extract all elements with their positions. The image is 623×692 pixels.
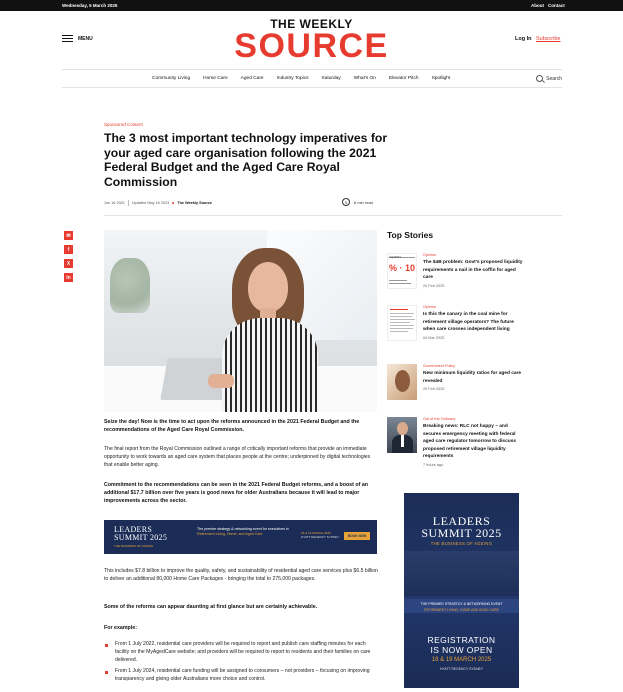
article-bold-paragraph-2: Some of the reforms can appear daunting at first glance but are certainly achievable.: [104, 604, 318, 610]
story-thumbnail[interactable]: [387, 417, 417, 453]
current-date: Wednesday, 5 March 2025: [62, 3, 118, 8]
sidebar-ad[interactable]: [404, 493, 519, 688]
story-category[interactable]: Government Policy: [423, 364, 456, 368]
search-icon[interactable]: [536, 75, 543, 82]
email-share-icon[interactable]: ✉: [64, 231, 73, 240]
story-date: 04 Mar 2025: [423, 335, 445, 340]
story-date: 20 Feb 2025: [423, 387, 445, 391]
banner-description: The premier strategy & networking event for executives in Retirement Living, Home, and Aged Care: [197, 527, 289, 536]
subscribe-link[interactable]: Subscribe: [536, 36, 561, 42]
ad-sectors-text: RETIREMENT LIVING, HOME AND AGED CARE: [424, 608, 499, 612]
about-link[interactable]: About: [531, 3, 544, 8]
article-meta: [104, 200, 212, 206]
nav-item-home-care[interactable]: Home Care: [203, 76, 228, 81]
story-headline[interactable]: Breaking news: RLC not happy – and secures emergency meeting with federal aged care regulator tomorrow to discuss proposed retirement village liquidity requirements: [423, 424, 517, 459]
ad-theme: THE BUSINESS OF AGEING: [430, 541, 493, 546]
reform-list: [104, 641, 379, 688]
read-time: [342, 198, 373, 206]
article-paragraph-2: This includes $7.8 billion to improve the quality, safety, and sustainability of residential aged care services plus $6.5 billion to deliver an additional 80,000 Home Care Packages - bringing the total to 275,000 packages.: [104, 568, 378, 582]
ad-premier-text: THE PREMIER STRATEGY & NETWORKING EVENT: [420, 602, 503, 606]
clock-icon: 5: [342, 198, 350, 206]
hero-image: [104, 230, 377, 412]
logo-the-weekly[interactable]: THE WEEKLY: [270, 17, 353, 31]
ad-registration: REGISTRATION: [427, 635, 496, 645]
login-link[interactable]: Log In: [515, 36, 532, 42]
story-thumbnail[interactable]: [387, 305, 417, 341]
nav-item-spotlight[interactable]: Spotlight: [431, 76, 451, 81]
updated-date: Updated May 16 2023: [131, 201, 170, 205]
leaders-summit-banner[interactable]: [104, 520, 377, 554]
author-link[interactable]: The Weekly Source: [177, 201, 213, 205]
author-dot: [172, 202, 174, 204]
story-headline[interactable]: New minimum liquidity ratios for aged care revealed: [423, 371, 522, 384]
masthead: [0, 11, 623, 69]
banner-title: LEADERS SUMMIT 2025: [114, 525, 168, 542]
nav-item-aged-care[interactable]: Aged Care: [240, 76, 264, 81]
logo-source[interactable]: SOURCE: [234, 27, 389, 65]
article-bold-paragraph: Commitment to the recommendations can be seen in the 2021 Federal Budget reforms, and a boost of an additional $17.7 billion over five years is good news for older Australians because it will lead to major improvements across the sector.: [104, 482, 369, 504]
nav-item-community-living[interactable]: Community Living: [152, 76, 191, 81]
story-thumbnail[interactable]: [387, 364, 417, 400]
meta-divider: [128, 200, 129, 206]
story-headline[interactable]: Is this the canary in the coal mine for retirement village operators? The future when care crosses independent living: [423, 312, 514, 332]
facebook-share-icon[interactable]: f: [64, 245, 73, 254]
banner-dates: 18 & 19 MARCH 2025 HYATT REGENCY SYDNEY: [301, 531, 340, 539]
search-button[interactable]: [536, 75, 562, 82]
ad-registration-open: IS NOW OPEN: [430, 645, 493, 655]
story-date: 20 Feb 2025: [423, 283, 445, 288]
banner-subtitle: THE BUSINESS OF AGEING: [114, 544, 154, 548]
publish-date: Jun 16 2021: [104, 201, 125, 205]
ad-dates: 18 & 19 MARCH 2025: [431, 657, 492, 663]
menu-label: MENU: [78, 35, 93, 42]
list-item: From 1 July 2022, residential care providers will be required to report and publish care staffing minutes for each facility on the MyAgedCare website; and providers will be required to report to residents and their families on care delivered.: [104, 641, 379, 664]
linkedin-share-icon[interactable]: in: [64, 273, 73, 282]
article-paragraph: The final report from the Royal Commission outlined a range of critically important reforms that provide an immediate opportunity to work towards an aged care system that places people at the centre; underpinned by digital technologies that enable better aging.: [104, 446, 371, 468]
list-item: From 1 July 2024, residential care funding will be assigned to consumers – not providers – focusing on improving transparency and giving older Australians more choice and control.: [104, 668, 379, 684]
top-stories-heading: Top Stories: [387, 230, 434, 240]
read-time-label: 6 min read: [354, 199, 373, 205]
article-lead: Seize the day! Now is the time to act upon the reforms announced in the 2021 Federal Budget and the recommendations of the Aged Care Royal Commission.: [104, 419, 360, 433]
story-category[interactable]: Opinion: [423, 305, 437, 309]
story-thumbnail[interactable]: % · 10 LIQUIDITY: [387, 253, 417, 289]
contact-link[interactable]: Contact: [548, 3, 565, 8]
nav-item-elevator-pitch[interactable]: Elevator Pitch: [388, 76, 419, 81]
search-label: Search: [546, 75, 562, 82]
nav-item-whats-on[interactable]: What's On: [353, 76, 376, 81]
main-nav: [62, 69, 562, 88]
ad-title: LEADERS SUMMIT 2025: [421, 514, 502, 540]
nav-item-saturday[interactable]: Saturday: [321, 76, 341, 81]
story-headline[interactable]: The $4B problem: Govt's proposed liquidity requirements a nail in the coffin for aged care: [423, 260, 523, 280]
header-divider: [104, 215, 562, 216]
article-title: The 3 most important technology imperatives for your aged care organisation following the 2021 Federal Budget and the Aged Care Royal Commission: [104, 131, 388, 189]
story-category[interactable]: Out of the Ordinary: [423, 417, 456, 421]
share-bar: [64, 231, 73, 282]
ad-venue: HYATT REGENCY SYDNEY: [439, 667, 484, 671]
article-bold-paragraph-3: For example:: [104, 625, 137, 631]
top-bar: [0, 0, 623, 11]
nav-item-industry-topics[interactable]: Industry Topics: [276, 76, 309, 81]
story-date: 7 hours ago: [423, 462, 444, 467]
ad-photo: [404, 551, 519, 596]
article-category[interactable]: Sponsored Content: [104, 122, 143, 127]
story-category[interactable]: Opinion: [423, 253, 437, 257]
banner-book-button[interactable]: BOOK NOW: [344, 532, 370, 540]
x-share-icon[interactable]: X: [64, 259, 73, 268]
